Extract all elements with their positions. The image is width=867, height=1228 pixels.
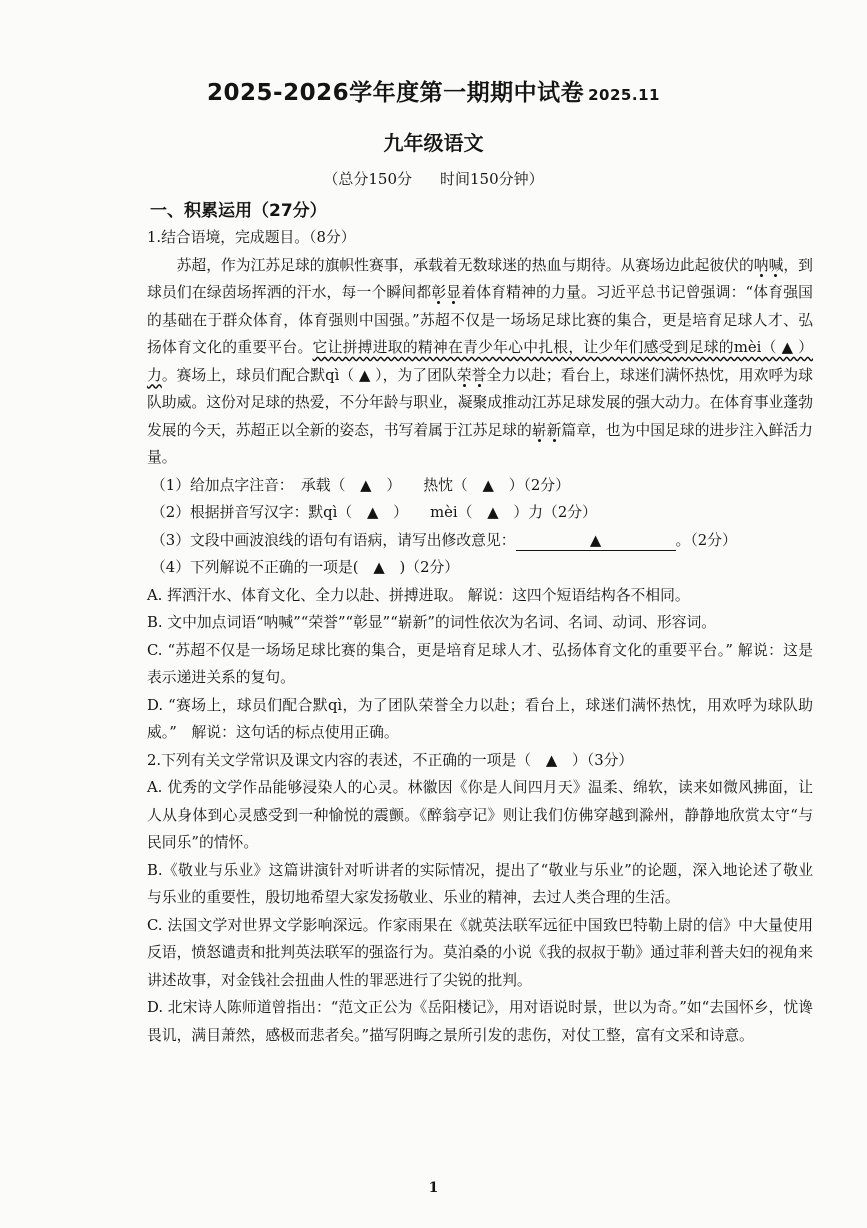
q1-option-c: C. “苏超不仅是一场场足球比赛的集合，更是培育足球人才、弘扬体育文化的重要平台。” 解说：这是表示递进关系的复句。 bbox=[147, 641, 813, 686]
answer-blank[interactable]: ▲ bbox=[516, 532, 676, 551]
emphasis-char: 誉 bbox=[471, 366, 487, 384]
dotted-word-zhangxian bbox=[431, 284, 461, 301]
passage-text: 篇章，也为中国足球的进步注入鲜活力量。 bbox=[147, 421, 813, 466]
q2-option-b: B.《敬业与乐业》这篇讲演针对听讲者的实际情况，提出了“敬业与乐业”的论题，深入地论述了敬业与乐业的重要性，殷切地希望大家发扬敬业、乐业的精神，去过人类合理的生活。 bbox=[147, 861, 813, 906]
exam-date: 2025.11 bbox=[588, 86, 660, 104]
exam-subject: 九年级语文 bbox=[383, 131, 484, 155]
sub-question-3 bbox=[147, 527, 813, 555]
exam-meta bbox=[0, 168, 867, 189]
passage-text: 着体育精神的力量。习近平总书记曾强调：“体育强国的基础在于群众体育，体育强则中国强。”苏超不仅是一场场足球比赛的集合，更是培育足球人才、弘扬体育文化的重要平台。 bbox=[147, 284, 813, 356]
q1-option-b: B. 文中加点词语“呐喊”“荣誉”“彰显”“崭新”的词性依次为名词、名词、动词、形容词。 bbox=[147, 614, 717, 631]
sub-question-1: （1）给加点字注音： 承载（ ▲ ） 热忱（ ▲ ）（2分） bbox=[151, 476, 570, 494]
emphasis-char: 荣 bbox=[456, 366, 472, 384]
sub-question-2: （2）根据拼音写汉字：默qì（ ▲ ） mèi（ ▲ ）力（2分） bbox=[151, 504, 597, 521]
dotted-word-zhanxin bbox=[532, 422, 562, 439]
emphasis-char: 彰 bbox=[431, 284, 447, 301]
question-1-stem: 1.结合语境，完成题目。（8分） bbox=[147, 229, 356, 246]
total-score: （总分150分 bbox=[323, 170, 412, 188]
q2-option-a: A. 优秀的文学作品能够浸染人的心灵。林徽因《你是人间四月天》温柔、绵软，读来如微风拂面，让人从身体到心灵感受到一种愉悦的震颤。《醉翁亭记》则让我们仿佛穿越到滁州，静静地欣赏太守“与民同乐”的情怀。 bbox=[147, 779, 813, 851]
passage-text: 苏超，作为江苏足球的旗帜性赛事，承载着无数球迷的热血与期待。从赛场边此起彼伏的 bbox=[176, 256, 754, 274]
question-content bbox=[147, 224, 813, 1049]
passage-text: 。赛场上，球员们配合默qì（ ▲ ），为了团队 bbox=[161, 366, 457, 384]
passage-text: 全力以赴；看台上，球迷们满怀热忱，用欢呼为球队助威。这份对足球的热爱，不分年龄与职业，凝聚成推动江苏足球发展的强大动力。在体育事业蓬勃发展的今天，苏超正以全新的姿态，书写着属于江苏足球的 bbox=[147, 366, 813, 439]
question-1-passage bbox=[147, 252, 813, 472]
dotted-word-rongyu bbox=[457, 367, 487, 384]
dotted-word-nahan bbox=[754, 257, 784, 274]
wavy-underlined-sentence: 它让拼搏进取的精神在青少年心中扎根，让少年们感受到足球的mèi（ ▲ ）力 bbox=[147, 339, 813, 384]
emphasis-char: 喊 bbox=[768, 256, 784, 274]
emphasis-char: 显 bbox=[446, 284, 462, 301]
emphasis-char: 新 bbox=[546, 421, 562, 439]
q2-option-c: C. 法国文学对世界文学影响深远。作家雨果在《就英法联军远征中国致巴特勒上尉的信》中大量使用反语，愤怒谴责和批判英法联军的强盗行为。莫泊桑的小说《我的叔叔于勒》通过菲利普夫妇的视角来讲述故事，对金钱社会扭曲人性的罪恶进行了尖锐的批判。 bbox=[147, 916, 813, 989]
emphasis-char: 呐 bbox=[753, 256, 769, 274]
q1-option-a: A. 挥洒汗水、体育文化、全力以赴、拼搏进取。 解说：这四个短语结构各不相同。 bbox=[147, 586, 690, 604]
emphasis-char: 崭 bbox=[531, 421, 547, 439]
sub-question-4: （4）下列解说不正确的一项是( ▲ )（2分） bbox=[151, 559, 460, 576]
exam-title bbox=[0, 74, 867, 107]
section-heading: 一、积累运用（27分） bbox=[150, 201, 327, 221]
passage-text: ，到球员们在绿茵场挥洒的汗水，每一个瞬间都 bbox=[147, 256, 813, 301]
page-number: 1 bbox=[428, 1180, 439, 1196]
sub-question-3-text: （3）文段中画波浪线的语句有语病，请写出修改意见： bbox=[151, 531, 516, 549]
sub-question-3-score: 。（2分） bbox=[675, 531, 737, 549]
exam-time: 时间150分钟） bbox=[440, 170, 544, 188]
exam-title-text: 2025-2026学年度第一期期中试卷 bbox=[207, 80, 585, 106]
question-2-stem: 2.下列有关文学常识及课文内容的表述，不正确的一项是（ ▲ ）（3分） bbox=[147, 751, 634, 769]
q1-option-d: D. “赛场上，球员们配合默qì，为了团队荣誉全力以赴；看台上，球迷们满怀热忱，用欢呼为球队助威。” 解说：这句话的标点使用正确。 bbox=[147, 696, 813, 741]
q2-option-d: D. 北宋诗人陈师道曾指出：“范文正公为《岳阳楼记》，用对语说时景，世以为奇。”如“去国怀乡，忧谗畏讥，满目萧然，感极而悲者矣。”描写阴晦之景所引发的悲伤，对仗工整，富有文采和诗意。 bbox=[147, 999, 813, 1044]
